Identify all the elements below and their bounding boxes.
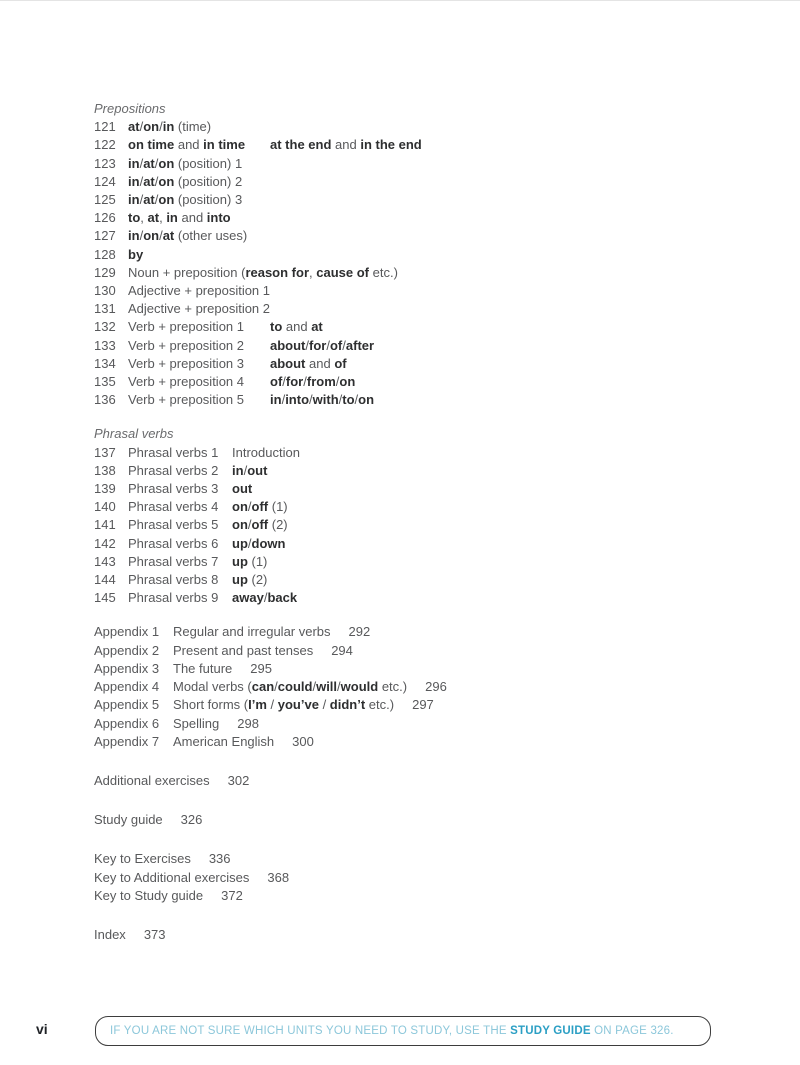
unit-title: Phrasal verbs 7 — [128, 553, 219, 569]
unit-subtitle: at the end and in the end — [270, 137, 422, 153]
unit-number: 134 — [94, 355, 116, 371]
unit-title: Phrasal verbs 9 — [128, 590, 219, 606]
toc-row — [94, 227, 447, 245]
toc-row — [94, 136, 447, 154]
unit-number: 144 — [94, 572, 116, 588]
unit-title: in/at/on (position) 2 — [128, 173, 243, 189]
toc-row — [94, 850, 447, 868]
page-ref: 300 — [292, 733, 314, 749]
appendix-title: The future — [173, 660, 233, 676]
list-title: Key to Additional exercises — [94, 869, 250, 885]
unit-number: 128 — [94, 246, 116, 262]
toc-row — [94, 209, 447, 227]
unit-title: Verb + preposition 2 — [128, 337, 244, 353]
unit-title: on time and in time — [128, 137, 246, 153]
toc-row — [94, 715, 447, 733]
note-pre: IF YOU ARE NOT SURE WHICH UNITS YOU NEED TO STUDY, USE THE — [110, 1025, 511, 1037]
unit-subtitle: about/for/of/after — [270, 337, 375, 353]
appendix-label: Appendix 6 — [94, 715, 160, 731]
toc-row — [94, 337, 447, 355]
unit-title: in/on/at (other uses) — [128, 228, 248, 244]
toc — [94, 100, 447, 944]
page-ref: 298 — [237, 715, 259, 731]
toc-row — [94, 811, 447, 829]
toc-section-phrasal-verbs — [94, 425, 447, 607]
page-ref: 296 — [425, 679, 447, 695]
page-ref: 373 — [143, 926, 166, 942]
unit-number: 124 — [94, 173, 116, 189]
note-text — [110, 1025, 674, 1037]
toc-row — [94, 480, 447, 498]
list-title: Key to Study guide — [94, 887, 204, 903]
unit-number: 123 — [94, 155, 116, 171]
toc-row — [94, 498, 447, 516]
unit-number: 145 — [94, 590, 116, 606]
unit-title: Phrasal verbs 3 — [128, 481, 219, 497]
unit-subtitle: up/down — [232, 535, 286, 551]
unit-title: at/on/in (time) — [128, 119, 212, 135]
toc-row — [94, 678, 447, 696]
unit-subtitle: about and of — [270, 355, 347, 371]
toc-row — [94, 282, 447, 300]
appendix-label: Appendix 5 — [94, 697, 160, 713]
unit-number: 127 — [94, 228, 116, 244]
page-ref: 297 — [412, 697, 434, 713]
toc-row — [94, 733, 447, 751]
toc-row — [94, 373, 447, 391]
page-ref: 295 — [250, 660, 272, 676]
toc-row — [94, 191, 447, 209]
toc-row — [94, 391, 447, 409]
page-ref: 336 — [208, 851, 231, 867]
toc-row — [94, 772, 447, 790]
toc-row — [94, 516, 447, 534]
unit-subtitle: on/off (2) — [232, 517, 288, 533]
list-title: Index — [94, 926, 126, 942]
toc-row — [94, 173, 447, 191]
page-ref: 326 — [180, 812, 203, 828]
section-heading: Phrasal verbs — [94, 426, 174, 442]
page-ref: 302 — [227, 772, 250, 788]
unit-title: Verb + preposition 5 — [128, 392, 244, 408]
unit-number: 135 — [94, 374, 116, 390]
unit-title: Phrasal verbs 2 — [128, 462, 219, 478]
appendix-title: Short forms (I’m / you’ve / didn’t etc.) — [173, 697, 395, 713]
unit-title: Verb + preposition 3 — [128, 355, 244, 371]
toc-row — [94, 318, 447, 336]
toc-section-prepositions — [94, 100, 447, 409]
toc-row — [94, 444, 447, 462]
appendix-title: Present and past tenses — [173, 642, 314, 658]
appendix-title: Regular and irregular verbs — [173, 624, 331, 640]
unit-title: Phrasal verbs 4 — [128, 499, 219, 515]
toc-row — [94, 571, 447, 589]
appendix-title: Spelling — [173, 715, 220, 731]
unit-subtitle: in/out — [232, 462, 268, 478]
unit-subtitle: out — [232, 481, 253, 497]
toc-section-list — [94, 811, 447, 829]
list-title: Additional exercises — [94, 772, 210, 788]
unit-number: 121 — [94, 119, 116, 135]
unit-title: Phrasal verbs 6 — [128, 535, 219, 551]
unit-number: 131 — [94, 301, 116, 317]
toc-row — [94, 642, 447, 660]
unit-number: 136 — [94, 392, 116, 408]
appendix-label: Appendix 1 — [94, 624, 160, 640]
toc-row — [94, 118, 447, 136]
toc-row — [94, 696, 447, 714]
appendix-title: American English — [173, 733, 275, 749]
unit-number: 141 — [94, 517, 116, 533]
unit-title: Phrasal verbs 8 — [128, 572, 219, 588]
unit-title: Phrasal verbs 5 — [128, 517, 219, 533]
toc-row — [94, 462, 447, 480]
section-heading: Prepositions — [94, 101, 166, 116]
toc-row — [94, 535, 447, 553]
unit-subtitle: of/for/from/on — [270, 374, 356, 390]
unit-title: by — [128, 246, 144, 262]
unit-subtitle: to and at — [270, 319, 323, 335]
appendix-label: Appendix 4 — [94, 679, 160, 695]
study-guide-note — [95, 1016, 711, 1046]
toc-row — [94, 589, 447, 607]
note-study-guide-label: STUDY GUIDE — [510, 1025, 591, 1037]
page-ref: 368 — [267, 869, 290, 885]
unit-number: 142 — [94, 535, 116, 551]
unit-title: Verb + preposition 4 — [128, 374, 244, 390]
unit-title: to, at, in and into — [128, 210, 231, 226]
page-footer — [0, 1016, 800, 1046]
unit-number: 125 — [94, 192, 116, 208]
appendix-label: Appendix 3 — [94, 660, 160, 676]
toc-row — [94, 869, 447, 887]
unit-subtitle: on/off (1) — [232, 499, 288, 515]
toc-row — [94, 300, 447, 318]
toc-row — [94, 155, 447, 173]
toc-row — [94, 246, 447, 264]
toc-row — [94, 355, 447, 373]
unit-number: 133 — [94, 337, 116, 353]
toc-section-appendix — [94, 623, 447, 750]
unit-number: 126 — [94, 210, 116, 226]
unit-subtitle: in/into/with/to/on — [270, 392, 375, 408]
appendix-title: Modal verbs (can/could/will/would etc.) — [173, 679, 408, 695]
toc-section-list — [94, 772, 447, 790]
toc-row — [94, 264, 447, 282]
unit-number: 139 — [94, 481, 116, 497]
unit-number: 138 — [94, 462, 116, 478]
list-title: Study guide — [94, 812, 163, 828]
appendix-label: Appendix 2 — [94, 642, 160, 658]
toc-row — [94, 926, 447, 944]
page-ref: 294 — [331, 642, 353, 658]
unit-title: Phrasal verbs 1 — [128, 444, 219, 460]
unit-number: 140 — [94, 499, 116, 515]
toc-section-list — [94, 926, 447, 944]
unit-title: in/at/on (position) 1 — [128, 155, 243, 171]
toc-section-list — [94, 850, 447, 905]
unit-subtitle: up (2) — [232, 572, 268, 588]
toc-row — [94, 553, 447, 571]
unit-title: Verb + preposition 1 — [128, 319, 244, 335]
unit-subtitle: up (1) — [232, 553, 268, 569]
page-ref: 372 — [221, 887, 243, 903]
unit-title: Adjective + preposition 2 — [128, 301, 271, 317]
unit-number: 129 — [94, 264, 116, 280]
unit-number: 130 — [94, 283, 116, 299]
unit-number: 122 — [94, 137, 116, 153]
unit-title: in/at/on (position) 3 — [128, 192, 243, 208]
toc-row — [94, 887, 447, 905]
unit-title: Noun + preposition (reason for, cause of etc.) — [128, 264, 398, 280]
unit-subtitle: away/back — [232, 590, 298, 606]
page-ref: 292 — [348, 624, 371, 640]
list-title: Key to Exercises — [94, 851, 191, 867]
unit-subtitle: Introduction — [232, 444, 300, 460]
unit-number: 143 — [94, 553, 116, 569]
appendix-label: Appendix 7 — [94, 733, 160, 749]
toc-row — [94, 623, 447, 641]
page-number: vi — [36, 1021, 48, 1037]
unit-number: 137 — [94, 444, 116, 460]
unit-title: Adjective + preposition 1 — [128, 283, 271, 299]
note-post: ON PAGE 326. — [590, 1025, 674, 1037]
unit-number: 132 — [94, 319, 116, 335]
toc-row — [94, 660, 447, 678]
